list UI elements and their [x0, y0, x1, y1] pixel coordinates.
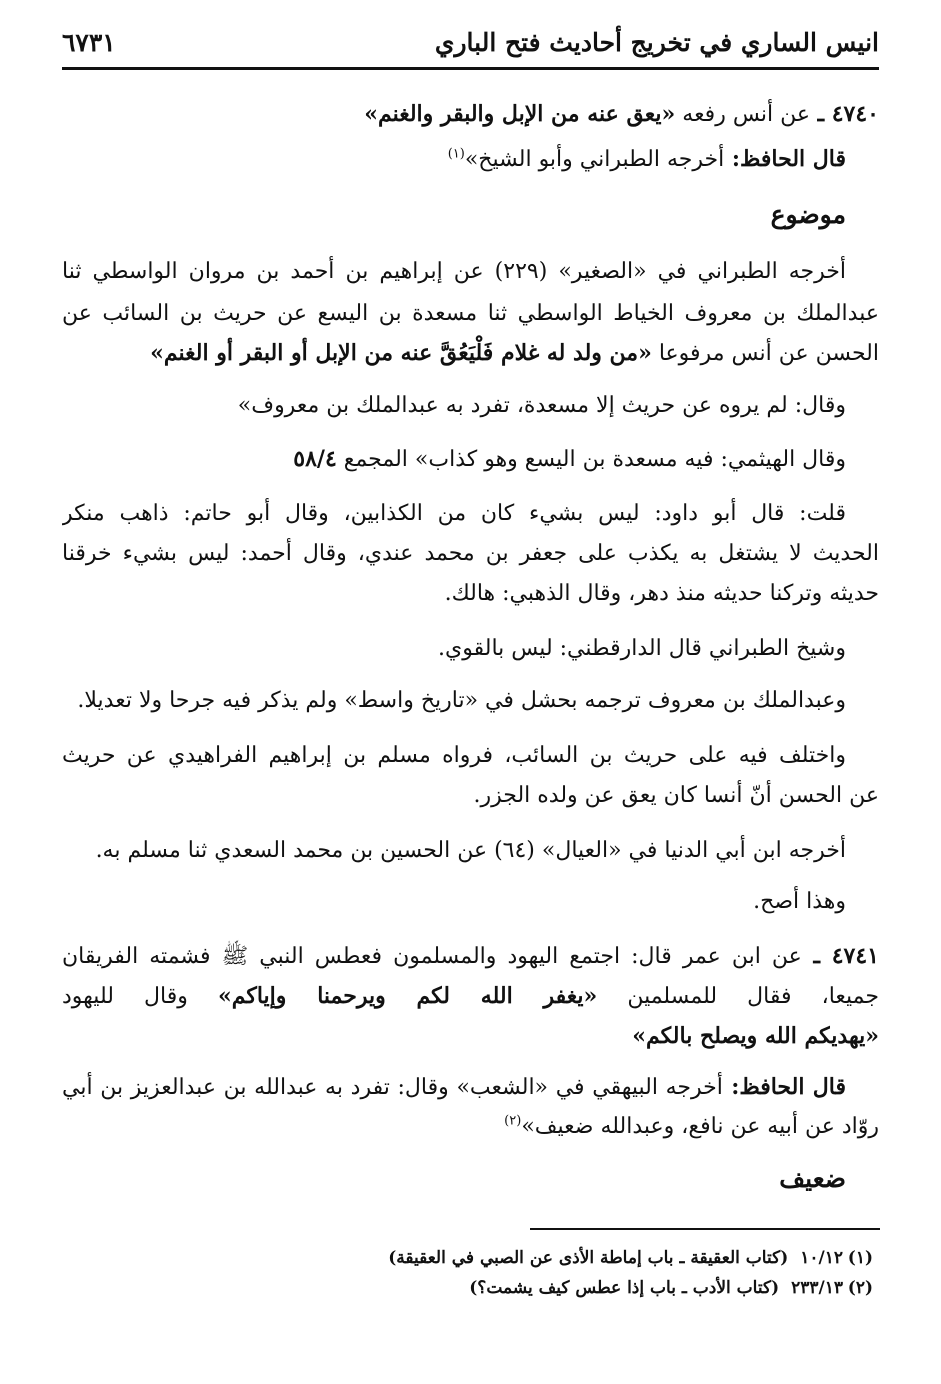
hadith-quote-muslims: «يغفر الله لكم ويرحمنا وإياكم» [217, 983, 598, 1009]
takhrij-line-2: عبدالملك بن معروف الخياط الواسطي ثنا مسعدة بن اليسع عن حريث بن السائب عن [62, 301, 879, 326]
grade-daif: ضعيف [779, 1164, 846, 1193]
critique-line-1: قلت: قال أبو داود: ليس بشيء كان من الكذابين، وقال أبو حاتم: ذاهب منكر [62, 501, 846, 526]
hafiz-text: روّاد عن أبيه عن نافع، وعبدالله ضعيف» [521, 1114, 879, 1139]
hadith-text: جميعا، فقال للمسلمين [597, 984, 879, 1009]
hadith-text: وقال لليهود [62, 984, 218, 1009]
hadith-4741-line-2 [62, 977, 879, 1016]
hadith-number: ٤٧٤٠ ـ [809, 101, 879, 127]
majma-reference: ٥٨/٤ [293, 446, 337, 472]
takhrij-line-1: أخرجه الطبراني في «الصغير» (٢٢٩) عن إبراهيم بن أحمد بن مروان الواسطي ثنا [62, 259, 846, 284]
hafiz-label: قال الحافظ: [724, 146, 846, 172]
asahh-statement: وهذا أصح. [753, 889, 846, 914]
grade-mawdu: موضوع [770, 200, 846, 229]
footnote-volume-page: ١٠/١٢ [800, 1248, 843, 1268]
footnote-volume-page: ٢٣٣/١٣ [791, 1278, 843, 1298]
footnote-rule [530, 1228, 880, 1230]
daraqutni-comment: وشيخ الطبراني قال الدارقطني: ليس بالقوي. [438, 636, 846, 661]
footnote-number: (٢) [847, 1278, 873, 1298]
critique-line-3: حديثه وتركنا حديثه منذ دهر، وقال الذهبي: هالك. [444, 581, 879, 606]
hadith-text: عن ابن عمر قال: اجتمع اليهود والمسلمون فعطس النبي ﷺ فشمته الفريقان [62, 944, 802, 969]
hadith-quote-jews: «يهديكم الله ويصلح بالكم» [632, 1023, 879, 1049]
hadith-4740-line-1 [62, 95, 879, 134]
running-title: انيس الساري في تخريج أحاديث فتح الباري [434, 28, 879, 57]
hadith-quote: «يعق عنه من الإبل والبقر والغنم» [364, 101, 676, 127]
haythami-comment [62, 440, 846, 479]
page-header [62, 24, 879, 70]
takhrij-quote: «من ولد له غلام فَلْيَعُقَّ عنه من الإبل أو البقر أو الغنم» [150, 340, 652, 366]
ikhtilaf-line-2: عن الحسن أنّ أنسا كان يعق عن ولده الجزر. [473, 783, 879, 808]
footnote-number: (١) [847, 1248, 873, 1268]
footnote-ref-1: (١) [447, 146, 465, 162]
hafiz-label: قال الحافظ: [722, 1074, 846, 1100]
tabarani-comment: وقال: لم يروه عن حريث إلا مسعدة، تفرد به عبدالملك بن معروف» [237, 393, 846, 418]
haythami-text: وقال الهيثمي: فيه مسعدة بن اليسع وهو كذاب» المجمع [336, 447, 846, 472]
critique-line-2: الحديث لا يشتغل به يكذب على جعفر بن محمد عندي، وقال أحمد: ليس بشيء خرقنا [62, 541, 879, 566]
hafiz-statement-2-line-2 [62, 1108, 879, 1146]
hafiz-statement-1 [62, 140, 846, 179]
footnote-1 [62, 1244, 873, 1272]
footnote-text: (كتاب العقيقة ـ باب إماطة الأذى عن الصبي في العقيقة) [388, 1248, 789, 1268]
header-rule [62, 67, 879, 70]
hadith-number: ٤٧٤١ ـ [801, 943, 879, 969]
hadith-4741-line-1 [62, 937, 879, 976]
bahshal-comment: وعبدالملك بن معروف ترجمه بحشل في «تاريخ واسط» ولم يذكر فيه جرحا ولا تعديلا. [77, 688, 846, 713]
hadith-text: عن أنس رفعه [675, 102, 810, 127]
hafiz-text: أخرجه البيهقي في «الشعب» وقال: تفرد به عبدالله بن عبدالعزيز بن أبي [62, 1075, 723, 1100]
hafiz-statement-2-line-1 [62, 1068, 846, 1107]
ibn-abi-dunya-takhrij: أخرجه ابن أبي الدنيا في «العيال» (٦٤) عن الحسين بن محمد السعدي ثنا مسلم به. [95, 838, 846, 863]
takhrij-line-3 [62, 334, 879, 373]
page-number: ٦٧٣١ [62, 28, 116, 57]
footnote-ref-2: (٢) [504, 1113, 522, 1129]
ikhtilaf-line-1: واختلف فيه على حريث بن السائب، فرواه مسلم بن إبراهيم الفراهيدي عن حريث [62, 743, 846, 768]
footnote-text: (كتاب الأدب ـ باب إذا عطس كيف يشمت؟) [469, 1278, 780, 1298]
footnote-2 [62, 1274, 873, 1302]
takhrij-line-3-text: الحسن عن أنس مرفوعا [651, 341, 879, 366]
hafiz-text: أخرجه الطبراني وأبو الشيخ» [464, 147, 725, 172]
